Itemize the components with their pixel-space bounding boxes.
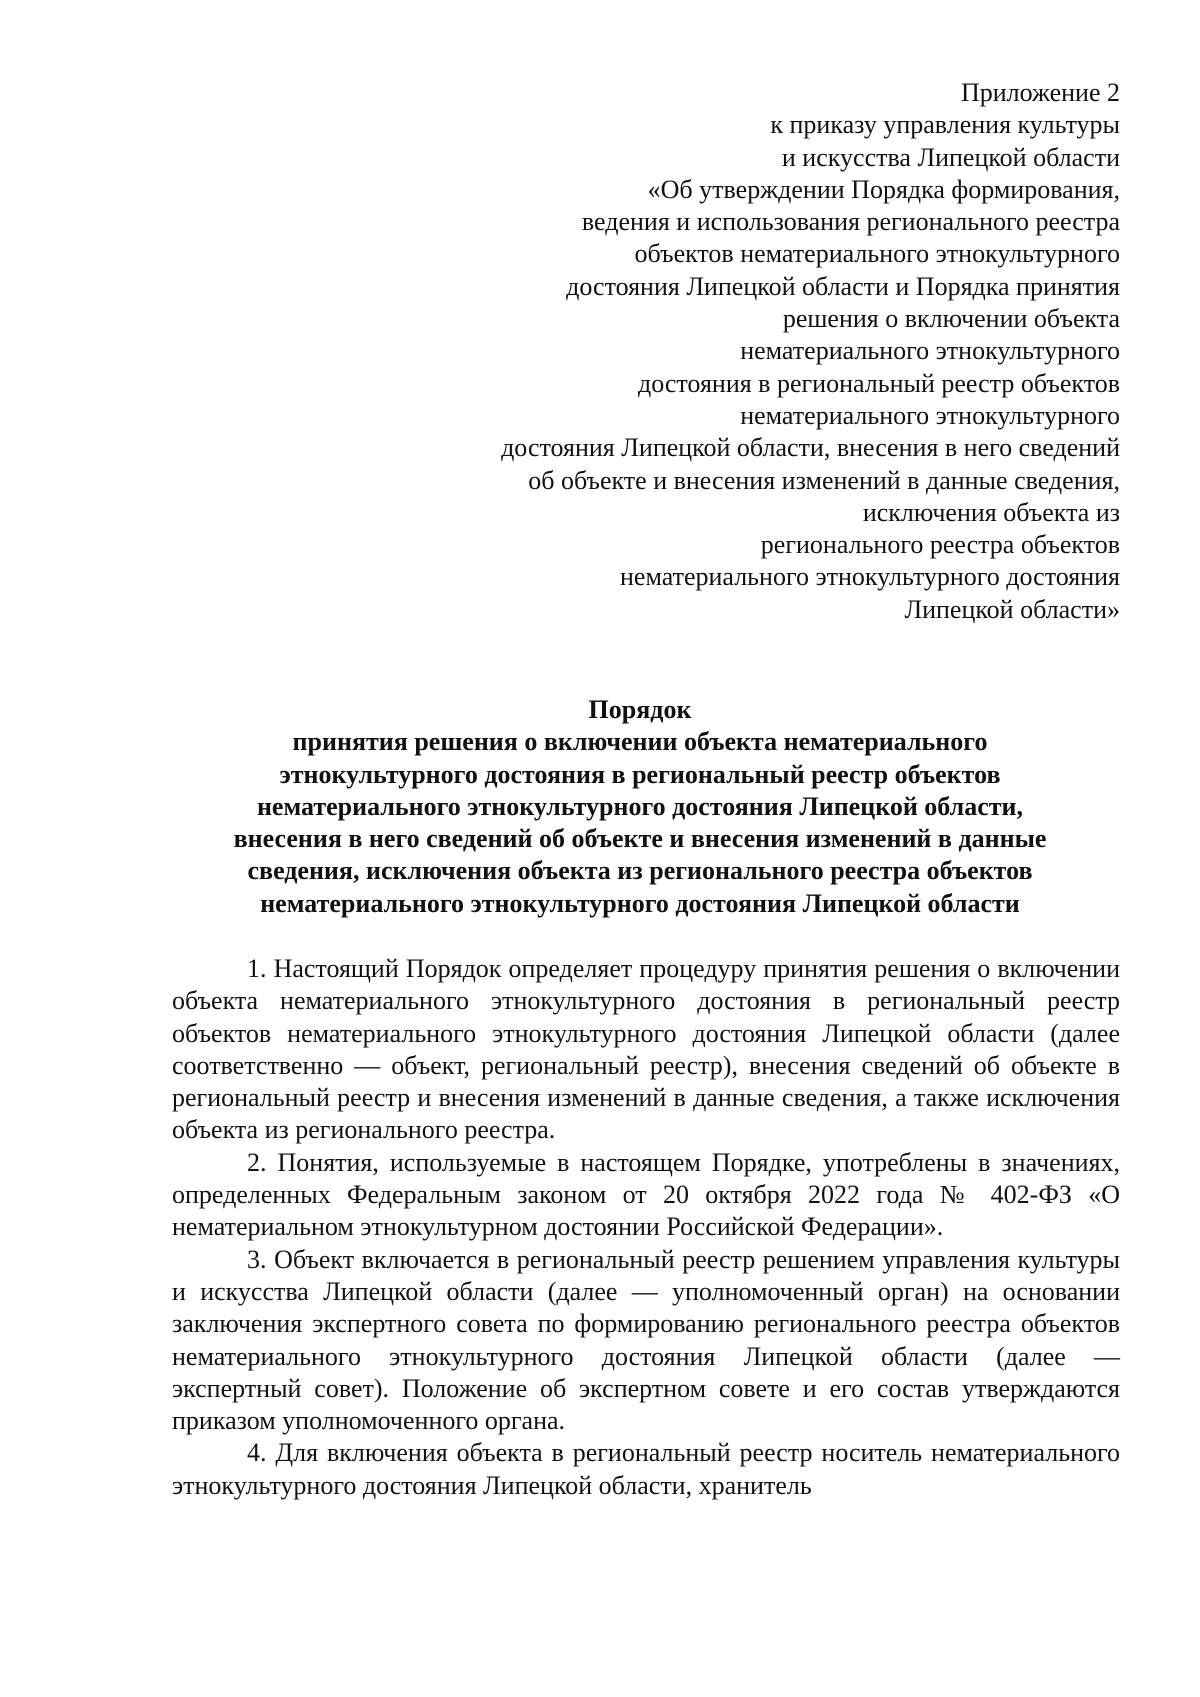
- document-body: [172, 953, 1120, 1502]
- appendix-line: регионального реестра объектов: [760, 530, 1120, 560]
- paragraph-1: 1. Настоящий Порядок определяет процедуру принятия решения о включении объекта нематериального этнокультурного достояния в региональный реестр объектов нематериального этнокультурного достояния Липецкой области (далее соответственно — объект, региональный реестр), внесения сведений об объекте в региональный реестр и внесения изменений в данные сведения, а также исключения объекта из регионального реестра.: [172, 954, 1120, 1145]
- appendix-line: к приказу управления культуры: [770, 110, 1120, 140]
- appendix-line: Приложение 2: [960, 78, 1120, 107]
- title-line: Порядок: [588, 695, 692, 724]
- appendix-header: [360, 77, 1120, 626]
- appendix-line: нематериального этнокультурного достояния: [620, 562, 1120, 592]
- title-line: внесения в него сведений об объекте и внесения изменений в данные: [233, 824, 1047, 854]
- title-line: принятия решения о включении объекта нематериального: [292, 727, 988, 757]
- appendix-line: нематериального этнокультурного: [740, 400, 1120, 430]
- appendix-line: достояния Липецкой области и Порядка принятия: [566, 271, 1120, 301]
- title-line: сведения, исключения объекта из регионального реестра объектов: [247, 856, 1033, 886]
- appendix-line: об объекте и внесения изменений в данные сведения,: [528, 465, 1120, 495]
- appendix-line: нематериального этнокультурного: [740, 336, 1120, 366]
- appendix-line: «Об утверждении Порядка формирования,: [647, 174, 1120, 204]
- document-title: [160, 694, 1120, 920]
- appendix-line: достояния в региональный реестр объектов: [638, 368, 1120, 398]
- appendix-line: исключения объекта из: [862, 497, 1120, 527]
- title-line: этнокультурного достояния в региональный реестр объектов: [279, 759, 1001, 789]
- appendix-line: ведения и использования регионального реестра: [581, 207, 1120, 237]
- appendix-line: Липецкой области»: [904, 594, 1120, 624]
- appendix-line: решения о включении объекта: [782, 304, 1120, 334]
- title-line: нематериального этнокультурного достояния Липецкой области,: [256, 791, 1024, 821]
- paragraph-2: 2. Понятия, используемые в настоящем Порядке, употреблены в значениях, определенных Федеральным законом от 20 октября 2022 года № 402-ФЗ «О нематериальном этнокультурном достоянии Российской Федерации».: [172, 1147, 1120, 1242]
- paragraph-4: 4. Для включения объекта в региональный реестр носитель нематериального этнокультурного достояния Липецкой области, хранитель: [172, 1438, 1120, 1500]
- appendix-line: объектов нематериального этнокультурного: [634, 239, 1120, 269]
- appendix-line: достояния Липецкой области, внесения в него сведений: [501, 433, 1120, 463]
- title-line: нематериального этнокультурного достояния Липецкой области: [260, 888, 1020, 918]
- paragraph-3: 3. Объект включается в региональный реестр решением управления культуры и искусства Липецкой области (далее — уполномоченный орган) на основании заключения экспертного совета по формированию регионального реестра объектов нематериального этнокультурного достояния Липецкой области (далее — экспертный совет). Положение об экспертном совете и его состав утверждаются приказом уполномоченного органа.: [172, 1244, 1120, 1436]
- appendix-line: и искусства Липецкой области: [781, 142, 1120, 172]
